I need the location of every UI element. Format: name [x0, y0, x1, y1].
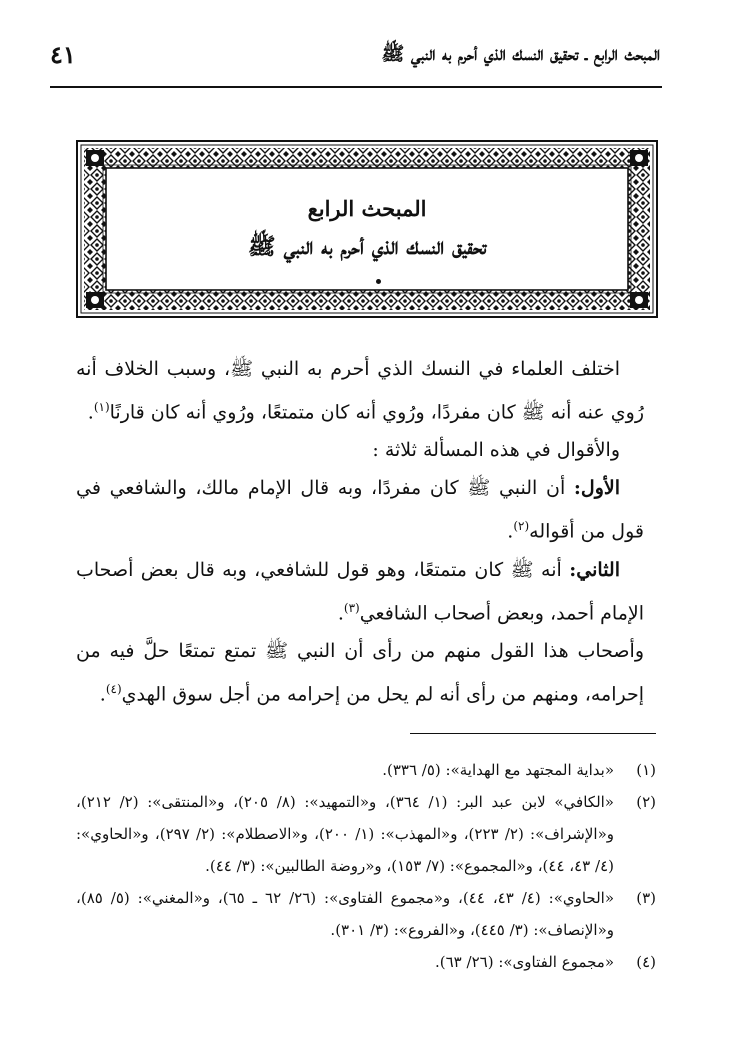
running-title: المبحث الرابع ـ تحقيق النسك الذي أحرم به النبي ﷺ	[381, 43, 660, 65]
footnote-text: «بداية المجتهد مع الهداية»: (٥/ ٣٣٦).	[382, 761, 614, 779]
first-text: أن النبي ﷺ كان مفردًا، وبه قال الإمام مالك، والشافعي في قول من أقواله	[76, 477, 644, 543]
running-header	[50, 40, 660, 80]
header-rule	[50, 86, 662, 88]
first-lead: الأول:	[573, 477, 620, 500]
footnote-number: (٤)	[636, 953, 656, 971]
frame-content	[108, 170, 626, 288]
footnote-number: (٢)	[636, 793, 656, 811]
footnote-text: «الحاوي»: (٤/ ٤٣، ٤٤)، و«مجموع الفتاوى»: (٢٦/ ٦٢ ـ ٦٥)، و«المغني»: (٥/ ٨٥)، و«الإنصاف»: (٣/ ٤٤٥)، و«الفروع»: (٣/ ٣٠١).	[76, 889, 615, 939]
intro-text: اختلف العلماء في النسك الذي أحرم به النبي ﷺ، وسبب الخلاف أنه رُوي عنه أنه ﷺ كان مفردًا، ورُوي أنه كان متمتعًا، ورُوي أنه كان قارنًا	[76, 358, 644, 424]
footnote-text: «مجموع الفتاوى»: (٢٦/ ٦٣).	[435, 953, 614, 971]
paragraph-third	[76, 632, 644, 713]
second-text: أنه ﷺ كان متمتعًا، وهو قول للشافعي، وبه قال بعض أصحاب الإمام أحمد، وبعض أصحاب الشافعي	[76, 558, 644, 624]
first-end: .	[507, 520, 514, 543]
section-kicker: المبحث الرابع	[307, 196, 427, 221]
second-end: .	[337, 601, 344, 624]
footnotes	[76, 754, 656, 978]
footnote	[76, 754, 656, 786]
paragraph-intro	[76, 350, 644, 431]
footnote-number: (٣)	[636, 889, 656, 907]
second-lead: الثاني:	[569, 558, 620, 581]
footnote-text: «الكافي» لابن عبد البر: (١/ ٣٦٤)، و«التمهيد»: (٨/ ٢٠٥)، و«المنتقى»: (٢/ ٢١٢)، و«الإشراف»: (٢/ ٢٢٣)، و«المهذب»: (١/ ٢٠٠)، و«الاصطلام»: (٢/ ٢٩٧)، و«الحاوي»: (٤/ ٤٣، ٤٤)، و«المجموع»: (٧/ ١٥٣)، و«روضة الطالبين»: (٣/ ٤٤).	[76, 793, 614, 875]
ornamental-frame	[76, 140, 658, 318]
paragraph-count: والأقوال في هذه المسألة ثلاثة :	[372, 439, 620, 462]
third-end: .	[99, 683, 106, 706]
paragraph-first-opinion	[76, 469, 644, 550]
body-text	[76, 350, 644, 713]
frame-dot	[376, 279, 381, 284]
page-number: ٤١	[50, 40, 76, 69]
footnote-number: (١)	[636, 761, 656, 779]
footnote	[76, 946, 656, 978]
footnote-rule	[410, 733, 656, 734]
paragraph-second-opinion	[76, 551, 644, 632]
section-title: تحقيق النسك الذي أحرم به النبي ﷺ	[247, 233, 487, 260]
footnote	[76, 882, 656, 946]
footnote	[76, 786, 656, 882]
footnote-ref: (٢)	[513, 519, 530, 534]
intro-end: .	[87, 401, 94, 424]
third-text: وأصحاب هذا القول منهم من رأى أن النبي ﷺ تمتع تمتعًا حلَّ فيه من إحرامه، ومنهم من رأى أنه لم يحل من إحرامه من أجل سوق الهدي	[76, 639, 644, 706]
footnote-ref: (١)	[93, 400, 110, 414]
footnote-ref: (٤)	[105, 681, 122, 696]
footnote-ref: (٣)	[343, 600, 360, 615]
